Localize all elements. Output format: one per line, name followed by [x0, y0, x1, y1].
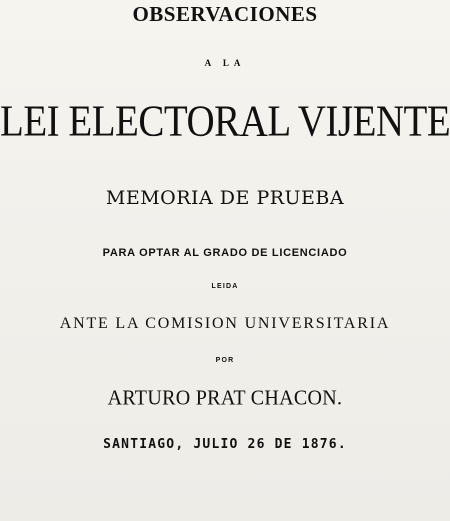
leida-line: LEIDA	[211, 283, 239, 290]
heading-a-la: A LA	[204, 58, 246, 68]
por-line: POR	[215, 357, 235, 364]
commission-line: ANTE LA COMISION UNIVERSITARIA	[59, 315, 391, 332]
document-title: LEI ELECTORAL VIJENTE	[0, 96, 450, 146]
dateline: SANTIAGO, JULIO 26 DE 1876.	[103, 437, 347, 452]
degree-line: PARA OPTAR AL GRADO DE LICENCIADO	[102, 247, 348, 259]
heading-observaciones: OBSERVACIONES	[132, 2, 318, 26]
author-name: ARTURO PRAT CHACON.	[107, 386, 343, 410]
document-subtitle: MEMORIA DE PRUEBA	[105, 187, 345, 209]
